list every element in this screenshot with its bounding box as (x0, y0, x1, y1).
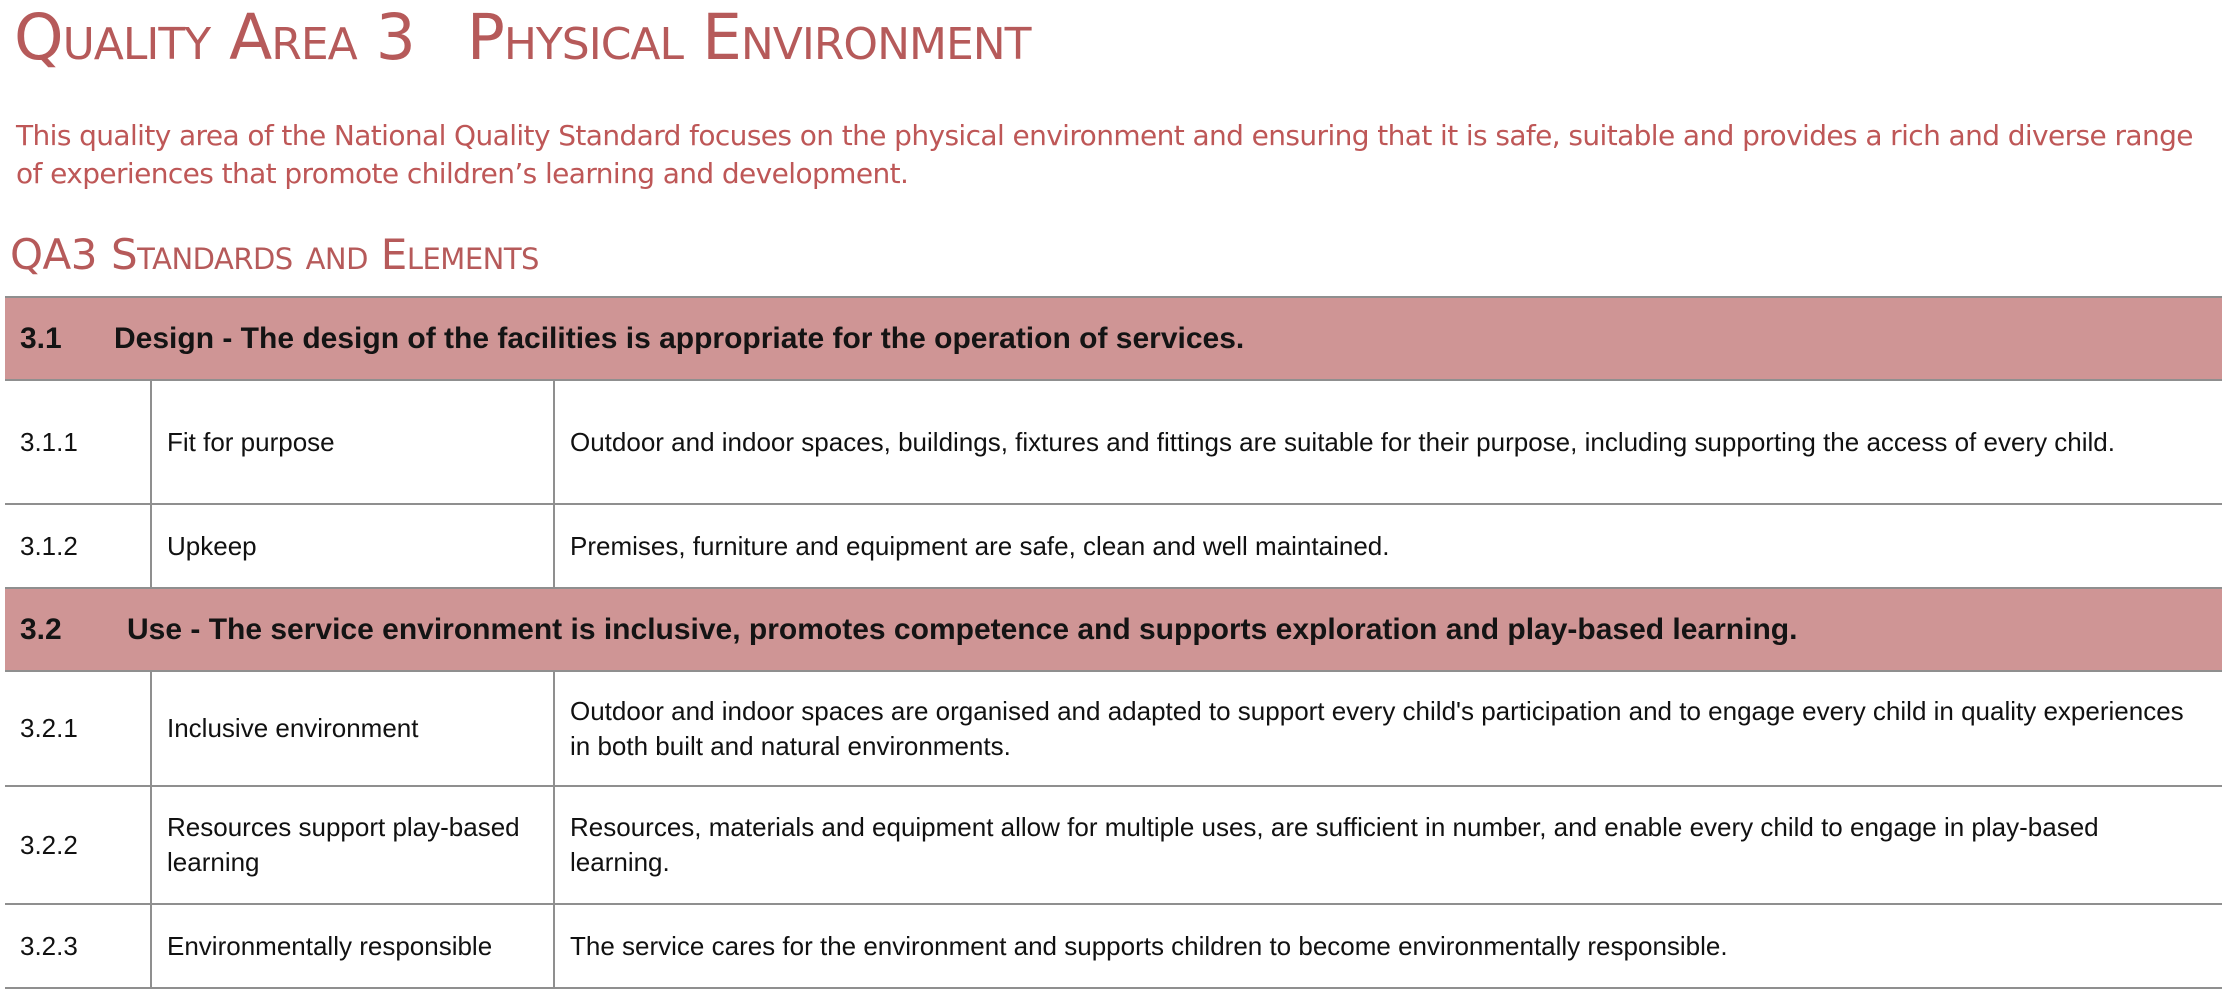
intro-paragraph: This quality area of the National Quality Standard focuses on the physical environment and ensuring that it is safe, suitable and provides a rich and diverse range of experiences that promote children’s learning and development. (16, 119, 2193, 190)
element-description: The service cares for the environment and supports children to become environmentally responsible. (554, 904, 2222, 988)
element-name: Inclusive environment (151, 671, 554, 786)
element-description: Outdoor and indoor spaces are organised and adapted to support every child's participation and to engage every child in quality experiences in both built and natural environments. (554, 671, 2222, 786)
element-row (5, 504, 2222, 588)
element-row (5, 904, 2222, 988)
element-description: Premises, furniture and equipment are safe, clean and well maintained. (554, 504, 2222, 588)
element-description: Outdoor and indoor spaces, buildings, fixtures and fittings are suitable for their purpose, including supporting the access of every child. (554, 380, 2222, 504)
element-row (5, 380, 2222, 504)
element-name: Fit for purpose (151, 380, 554, 504)
standard-number: 3.2 (20, 612, 62, 646)
element-row (5, 786, 2222, 904)
element-description: Resources, materials and equipment allow for multiple uses, are sufficient in number, and enable every child to engage in play-based learning. (554, 786, 2222, 904)
page-title-name: Physical Environment (466, 1, 1031, 74)
element-name: Environmentally responsible (151, 904, 554, 988)
page-title (14, 2, 1031, 74)
element-name: Resources support play-based learning (151, 786, 554, 904)
standard-number: 3.1 (20, 321, 62, 355)
element-number: 3.1.2 (5, 504, 151, 588)
standard-row (5, 297, 2222, 380)
section-code: QA3 (10, 230, 98, 279)
element-number: 3.2.3 (5, 904, 151, 988)
section-title: Standards and Elements (111, 230, 539, 279)
standards-table (5, 296, 2222, 989)
standard-title: Design - The design of the facilities is appropriate for the operation of services. (114, 321, 1245, 355)
standard-row (5, 588, 2222, 671)
element-number: 3.2.1 (5, 671, 151, 786)
element-row (5, 671, 2222, 786)
element-number: 3.2.2 (5, 786, 151, 904)
page-title-area: Quality Area 3 (14, 1, 415, 74)
element-number: 3.1.1 (5, 380, 151, 504)
element-name: Upkeep (151, 504, 554, 588)
section-heading (10, 228, 539, 282)
standard-title: Use - The service environment is inclusive, promotes competence and supports exploration and play-based learning. (127, 612, 1798, 646)
